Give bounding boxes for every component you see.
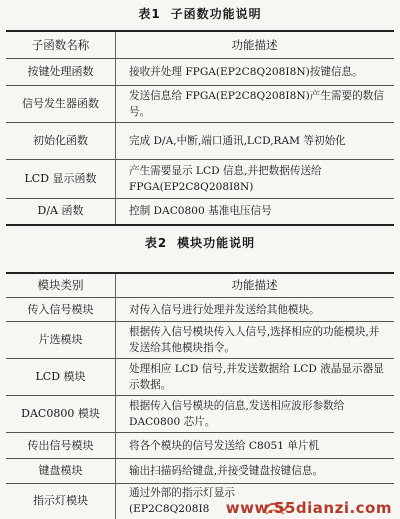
module-desc: 输出扫描码给键盘,并接受键盘按键信息。	[129, 465, 324, 477]
table2-title	[0, 235, 400, 251]
table2-title-number: 表2	[144, 236, 168, 250]
module-name: 指示灯模块	[33, 494, 88, 507]
module-desc: 通过外部的指示灯显示 (EP2C8Q208I8	[129, 487, 235, 515]
function-name: 信号发生器函数	[22, 97, 99, 110]
table1-header-name: 子函数名称	[31, 38, 90, 52]
table2-title-text: 模块功能说明	[177, 236, 256, 250]
table-row	[6, 322, 394, 358]
table2-header-name: 模块类别	[37, 278, 84, 292]
table1-title	[0, 6, 400, 22]
function-desc: 控制 DAC0800 基准电压信号	[129, 205, 272, 217]
module-name: 传出信号模块	[27, 438, 94, 452]
table2-header-row	[6, 274, 394, 296]
watermark-url: www.55dianzi.com	[225, 499, 392, 517]
function-desc: 产生需要显示 LCD 信息,并把数据传送给 FPGA(EP2C8Q208I8N)	[129, 165, 322, 193]
module-name: LCD 模块	[35, 370, 86, 383]
table-row	[6, 459, 394, 483]
module-desc: 将各个模块的信号发送给 C8051 单片机	[129, 439, 320, 452]
table1-top-rule	[6, 30, 394, 32]
table1-title-number: 表1	[138, 7, 161, 21]
table1-header-desc: 功能描述	[231, 38, 278, 52]
module-name: 片选模块	[38, 333, 83, 346]
module-desc: 根据传入信号模块的信息,发送相应波形参数给 DAC0800 芯片。	[129, 400, 345, 428]
function-desc: 发送信息给 FPGA(EP2C8Q208I8N)产生需要的数信号。	[129, 90, 384, 118]
table-row	[6, 396, 394, 432]
module-name: DAC0800 模块	[21, 407, 100, 420]
table1-bottom-rule	[6, 224, 394, 226]
function-desc: 完成 D/A,中断,端口通讯,LCD,RAM 等初始化	[129, 135, 346, 147]
module-desc: 对传入信号进行处理并发送给其他模块。	[129, 303, 320, 316]
function-desc: 接收并处理 FPGA(EP2C8Q208I8N)按键信息。	[129, 66, 363, 78]
table-row	[6, 359, 394, 395]
table-row	[6, 298, 394, 321]
module-name: 键盘模块	[38, 464, 83, 477]
table2-header-desc: 功能描述	[231, 278, 278, 292]
table-row	[6, 199, 394, 223]
module-desc: 处理相应 LCD 信号,并发送数据给 LCD 液晶显示器显示数据。	[129, 363, 384, 391]
table-row	[6, 433, 394, 458]
table-row	[6, 123, 394, 159]
function-name: 初始化函数	[33, 134, 88, 147]
table-row	[6, 59, 394, 85]
function-name: D/A 函数	[37, 204, 84, 217]
module-desc: 根据传入信号模块传入人信号,选择相应的功能模块,并发送给其他模块指令。	[129, 326, 380, 354]
module-name: 传入信号模块	[27, 302, 94, 316]
table-row	[6, 86, 394, 122]
table1-title-text: 子函数功能说明	[170, 7, 262, 21]
table1-header-row	[6, 33, 394, 57]
table-row	[6, 160, 394, 198]
function-name: 按键处理函数	[27, 65, 94, 78]
function-name: LCD 显示函数	[24, 172, 97, 185]
